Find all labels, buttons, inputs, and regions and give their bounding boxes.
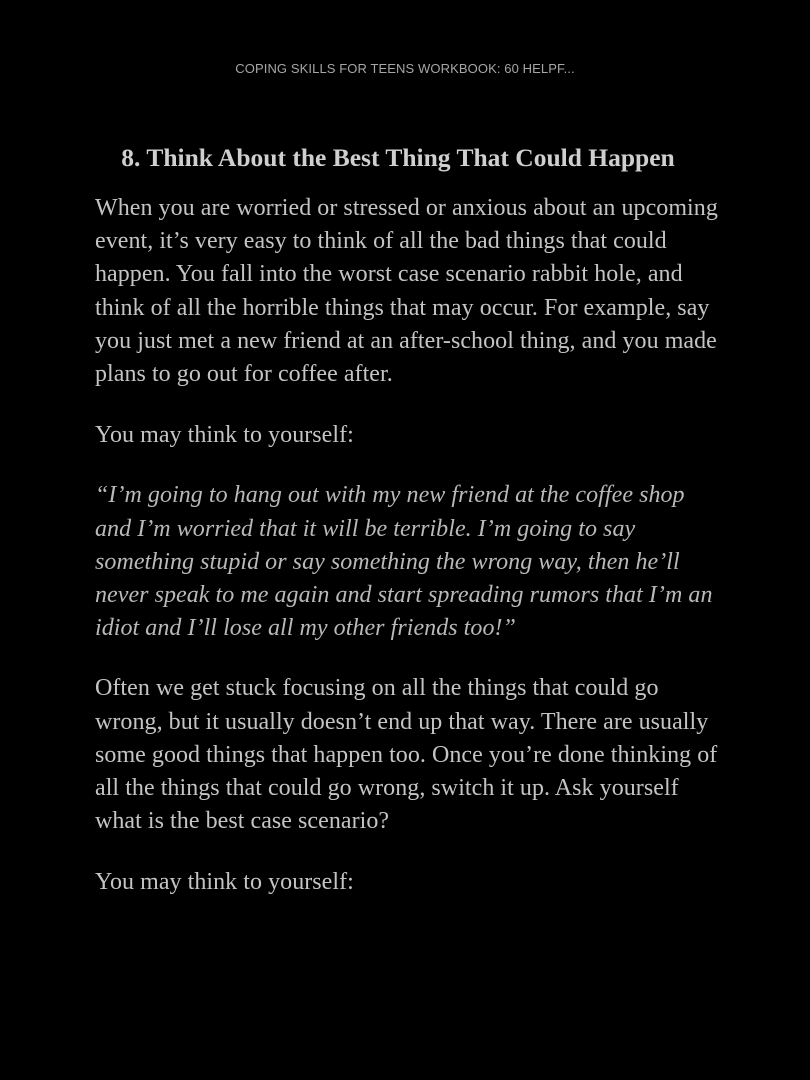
body-paragraph-intro: When you are worried or stressed or anxious about an upcoming event, it’s very easy to think of all the bad things that could happen. You fall into the worst case scenario rabbit hole, and think of all the horrible things that may occur. For example, say you just met a new friend at an after-school thing, and you made plans to go out for coffee after. bbox=[95, 195, 718, 388]
running-header-book-title: COPING SKILLS FOR TEENS WORKBOOK: 60 HELPF... bbox=[235, 61, 575, 76]
body-paragraph-prompt: You may think to yourself: bbox=[95, 422, 354, 449]
section-heading: 8. Think About the Best Thing That Could Happen bbox=[121, 143, 675, 172]
reading-page bbox=[95, 138, 720, 900]
quoted-thought: “I’m going to hang out with my new friend at the coffee shop and I’m worried that it will be terrible. I’m going to say something stupid or say something the wrong way, then he’ll never speak to me again and start spreading rumors that I’m an idiot and I’ll lose all my other friends too!” bbox=[95, 482, 713, 642]
body-paragraph-reframe: Often we get stuck focusing on all the things that could go wrong, but it usually doesn’t end up that way. There are usually some good things that happen too. Once you’re done thinking of all the things that could go wrong, switch it up. Ask yourself what is the best case scenario? bbox=[95, 675, 718, 835]
body-paragraph-prompt-2: You may think to yourself: bbox=[95, 869, 354, 896]
